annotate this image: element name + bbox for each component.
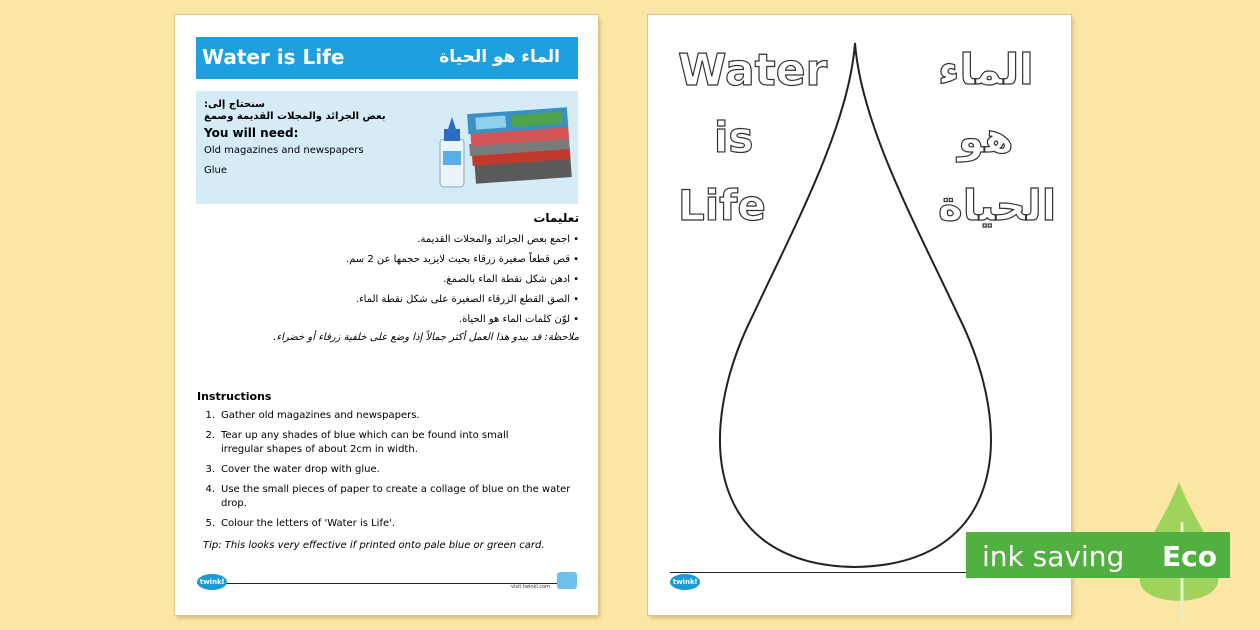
instructions-english [197, 390, 577, 551]
title-banner [196, 37, 578, 79]
word-is: is [714, 113, 754, 162]
materials-list-arabic: بعض الجرائد والمجلات القديمة وصمغ [204, 111, 386, 122]
instructions-title-english: Instructions [197, 390, 272, 403]
word-is-arabic: هو [958, 113, 1014, 162]
instruction-step-arabic: • ادهن شكل نقطة الماء بالصمغ. [215, 274, 579, 285]
quality-badge-icon [557, 572, 577, 589]
word-life-arabic: الحياة [938, 181, 1057, 230]
instructions-arabic [215, 211, 579, 343]
materials-title-arabic: سنحتاج إلى: [204, 99, 265, 110]
eco-label: Eco [1162, 540, 1217, 573]
materials-box [196, 91, 578, 204]
instructions-page [175, 15, 598, 615]
note-arabic: ملاحظة: قد يبدو هذا العمل أكثر جمالاً إذا وضع على خلفية زرقاء أو خضراء. [273, 332, 579, 343]
instruction-step-arabic: • الصق القطع الزرقاء الصغيرة على شكل نقطة الماء. [215, 294, 579, 305]
materials-item: Old magazines and newspapers [204, 145, 364, 156]
word-water-arabic: الماء [938, 45, 1034, 94]
instruction-step-arabic: • لوّن كلمات الماء هو الحياة. [215, 314, 579, 325]
instructions-title-arabic: تعليمات [533, 211, 579, 225]
magazines-and-glue-illustration [434, 99, 574, 199]
materials-title-english: You will need: [204, 126, 299, 140]
title-english: Water is Life [202, 45, 345, 69]
instruction-step: 3. Cover the water drop with glue. [205, 464, 380, 475]
twinkl-logo: twinkl [197, 574, 227, 590]
tip-text: Tip: This looks very effective if printed onto pale blue or green card. [203, 540, 545, 551]
instruction-step-arabic: • اجمع بعض الجرائد والمجلات القديمة. [215, 234, 579, 245]
instruction-step-arabic: • قص قطعاً صغيرة زرقاء بحيث لايزيد حجمها عن 2 سم. [215, 254, 579, 265]
word-life: Life [678, 181, 766, 230]
instruction-step: 2. Tear up any shades of blue which can be found into small irregular shapes of about 2cm in width. [205, 430, 509, 455]
instruction-step: 4. Use the small pieces of paper to create a collage of blue on the water drop. [205, 484, 571, 509]
footer-url: visit twinkl.com [511, 584, 551, 590]
twinkl-logo: twinkl [670, 574, 700, 590]
instruction-step: 1. Gather old magazines and newspapers. [205, 410, 420, 421]
instruction-step: 5. Colour the letters of 'Water is Life'. [205, 518, 396, 529]
materials-item: Glue [204, 165, 228, 176]
ink-saving-text: ink saving [982, 540, 1125, 573]
title-arabic: الماء هو الحياة [439, 47, 560, 67]
word-water: Water [678, 45, 828, 96]
ink-saving-badge [966, 482, 1256, 630]
